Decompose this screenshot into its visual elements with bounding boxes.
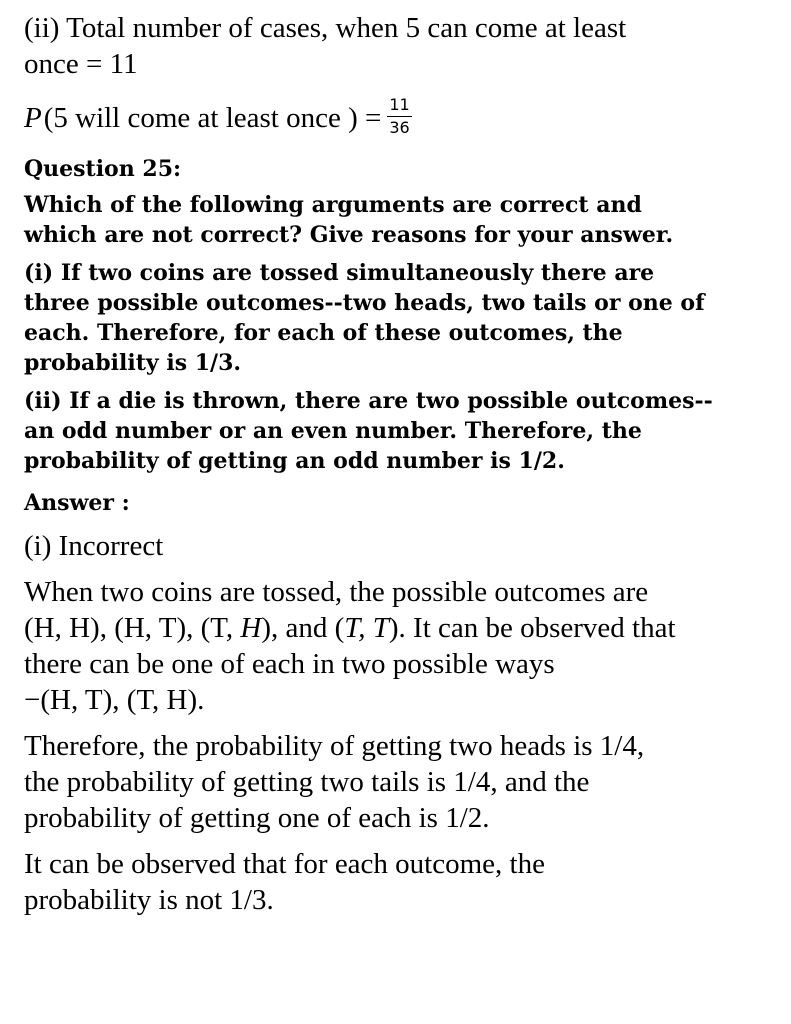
document-page xyxy=(24,10,774,918)
probability-symbol: P xyxy=(24,101,42,134)
question-prompt-line: Which of the following arguments are correct and xyxy=(24,192,642,218)
fraction xyxy=(387,96,411,137)
outcomes-text: ), and ( xyxy=(261,612,345,644)
answer-paragraph-1 xyxy=(24,574,774,718)
question-part-2-line: probability of getting an odd number is 1/2. xyxy=(24,448,565,474)
answer-para-3-line: It can be observed that for each outcome, the xyxy=(24,848,545,880)
answer-para-2-line: the probability of getting two tails is 1/4, and the xyxy=(24,766,590,798)
outcomes-text: (H, H), (H, T), (T, xyxy=(24,612,241,644)
question-part-1-line: probability is 1/3. xyxy=(24,350,242,376)
question-part-2-line: (ii) If a die is thrown, there are two possible outcomes-- xyxy=(24,388,713,414)
question-part-1-line: (i) If two coins are tossed simultaneously there are xyxy=(24,260,655,286)
question-prompt-line: which are not correct? Give reasons for your answer. xyxy=(24,222,674,248)
answer-para-1-line: there can be one of each in two possible ways xyxy=(24,648,555,680)
answer-paragraph-3 xyxy=(24,846,774,918)
total-cases-line-1: (ii) Total number of cases, when 5 can come at least xyxy=(24,12,627,44)
question-part-1-line: each. Therefore, for each of these outcomes, the xyxy=(24,320,623,346)
answer-para-1-line xyxy=(24,610,774,646)
answer-heading: Answer : xyxy=(24,490,130,516)
question-part-1 xyxy=(24,258,774,378)
fraction-denominator: 36 xyxy=(389,117,410,137)
question-part-1-line: three possible outcomes--two heads, two tails or one of xyxy=(24,290,705,316)
question-part-2-line: an odd number or an even number. Therefore, the xyxy=(24,418,642,444)
probability-equation xyxy=(24,86,774,150)
answer-para-2-line: Therefore, the probability of getting two heads is 1/4, xyxy=(24,730,645,762)
outcomes-text: ). It can be observed that xyxy=(388,612,676,644)
answer-para-2-line: probability of getting one of each is 1/2. xyxy=(24,802,490,834)
answer-para-1-line: When two coins are tossed, the possible outcomes are xyxy=(24,576,649,608)
answer-verdict: (i) Incorrect xyxy=(24,530,164,562)
answer-para-3-line: probability is not 1/3. xyxy=(24,884,274,916)
outcome-tt-italic: T, T xyxy=(344,612,389,644)
outcome-h-italic: H xyxy=(240,612,262,644)
question-part-2 xyxy=(24,386,774,476)
question-prompt xyxy=(24,190,774,250)
fraction-numerator: 11 xyxy=(387,96,411,117)
probability-expression: (5 will come at least once ) = xyxy=(43,101,382,134)
answer-paragraph-2 xyxy=(24,728,774,836)
answer-para-1-line: −(H, T), (T, H). xyxy=(24,684,205,716)
question-heading: Question 25: xyxy=(24,156,182,182)
total-cases-line-2: once = 11 xyxy=(24,48,138,80)
total-cases-text xyxy=(24,10,774,82)
